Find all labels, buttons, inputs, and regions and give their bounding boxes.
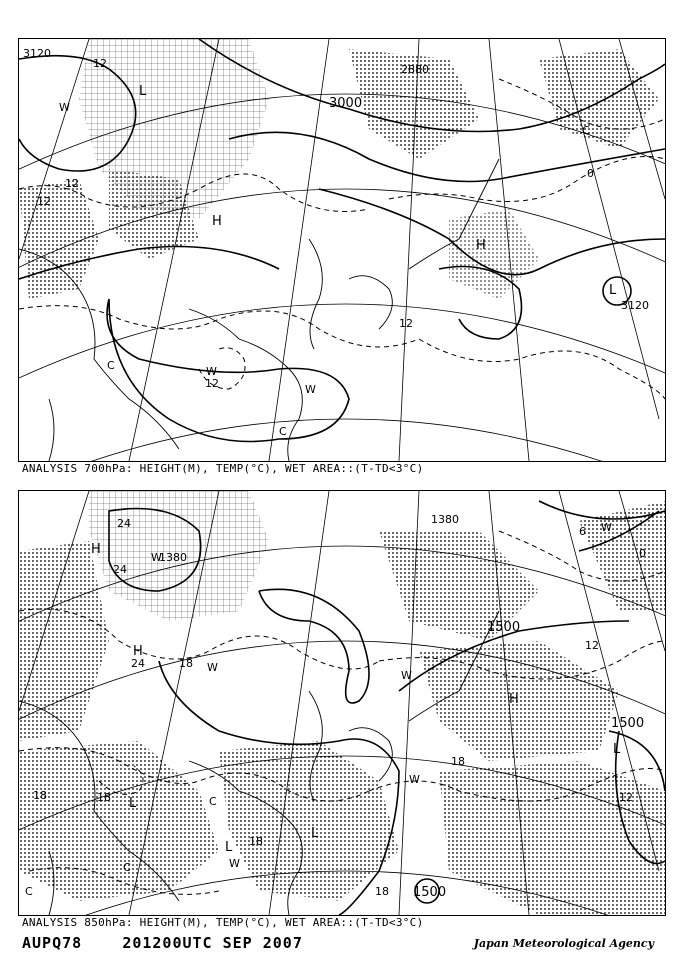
pressure-center-high: H <box>91 542 101 557</box>
temp-label: 6 <box>579 525 586 538</box>
pressure-center-warm: W <box>229 857 240 870</box>
caption-700hpa: ANALYSIS 700hPa: HEIGHT(M), TEMP(°C), WET AREA::(T-TD<3°C) <box>22 462 424 475</box>
temp-label: 12 <box>619 791 633 804</box>
pressure-center-cold: C <box>279 425 287 438</box>
temp-label: 12 <box>399 317 413 330</box>
temp-label: 0 <box>639 547 646 560</box>
pressure-center-high: H <box>212 214 222 229</box>
height-label: 2880 <box>401 63 429 76</box>
height-label: 3000 <box>329 96 363 111</box>
pressure-center-warm: W <box>151 551 162 564</box>
pressure-center-low: L <box>225 840 233 855</box>
pressure-center-warm: W <box>401 669 412 682</box>
pressure-center-warm: W <box>409 773 420 786</box>
height-label: 3120 <box>23 47 51 60</box>
temp-label: 24 <box>117 517 131 530</box>
pressure-center-cold: C <box>582 124 590 137</box>
height-label: 1500 <box>487 620 521 635</box>
pressure-center-high: H <box>133 644 143 659</box>
pressure-center-low: L <box>613 742 621 757</box>
temp-label: 12 <box>585 639 599 652</box>
temp-label: 18 <box>97 791 111 804</box>
temp-label: 12 <box>65 177 79 190</box>
temp-label: 18 <box>451 755 465 768</box>
height-label: 3120 <box>621 299 649 312</box>
temp-label: 18 <box>375 885 389 898</box>
pressure-center-warm: W <box>305 383 316 396</box>
height-label: 1380 <box>159 551 187 564</box>
temp-label: 0 <box>587 167 594 180</box>
height-label: 1500 <box>611 716 645 731</box>
map-850hpa <box>18 490 666 916</box>
pressure-center-warm: W <box>206 365 217 378</box>
pressure-center-low: L <box>609 283 617 298</box>
pressure-center-high: H <box>509 692 519 707</box>
temp-label: 24 <box>131 657 145 670</box>
analysis-datetime: 201200UTC SEP 2007 <box>122 934 303 952</box>
pressure-center-cold: C <box>25 885 33 898</box>
temp-label: 18 <box>179 657 193 670</box>
agency-name: Japan Meteorological Agency <box>473 937 654 950</box>
pressure-center-high: H <box>476 238 486 253</box>
chart-identifier <box>22 934 303 952</box>
wet-areas <box>19 491 665 915</box>
temp-label: 12 <box>205 377 219 390</box>
bulletin-code: AUPQ78 <box>22 934 83 952</box>
pressure-center-low: L <box>139 84 147 99</box>
pressure-center-cold: C <box>107 359 115 372</box>
coastlines <box>19 159 499 461</box>
pressure-center-warm: W <box>601 521 612 534</box>
temp-label: 18 <box>249 835 263 848</box>
caption-850hpa: ANALYSIS 850hPa: HEIGHT(M), TEMP(°C), WET AREA::(T-TD<3°C) <box>22 916 424 929</box>
pressure-center-warm: W <box>59 101 70 114</box>
wet-areas <box>19 39 659 299</box>
pressure-center-cold: C <box>123 861 131 874</box>
map-850hpa-svg <box>19 491 665 915</box>
map-700hpa <box>18 38 666 462</box>
temp-label: 18 <box>33 789 47 802</box>
pressure-center-warm: W <box>207 661 218 674</box>
pressure-center-cold: C <box>209 795 217 808</box>
temp-label: 12 <box>37 195 51 208</box>
temp-label: 12 <box>93 57 107 70</box>
pressure-center-low: L <box>311 826 319 841</box>
height-label: 1380 <box>431 513 459 526</box>
pressure-center-low: L <box>129 796 137 811</box>
temp-label: 24 <box>113 563 127 576</box>
height-label: 1500 <box>413 885 447 900</box>
map-700hpa-svg <box>19 39 665 461</box>
